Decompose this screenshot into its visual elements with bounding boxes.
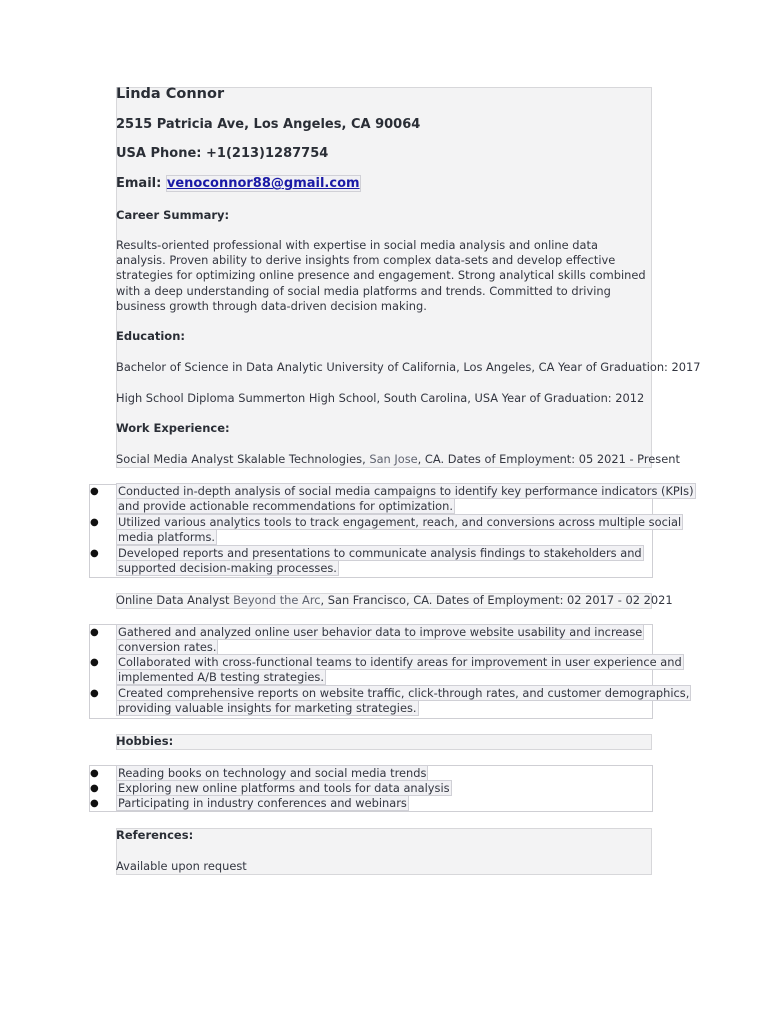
- bullet-icon: ●: [90, 517, 99, 528]
- list-item: Exploring new online platforms and tools for data analysis: [118, 781, 450, 795]
- address: 2515 Patricia Ave, Los Angeles, CA 90064: [116, 117, 421, 132]
- education-heading: Education:: [116, 329, 185, 343]
- list-item: Reading books on technology and social media trends: [118, 766, 427, 780]
- bullet-icon: ●: [90, 627, 99, 638]
- education-item: High School Diploma Summerton High School, South Carolina, USA Year of Graduation: 2012: [116, 391, 645, 405]
- list-item: Gathered and analyzed online user behavior data to improve website usability and increase conversion rates.: [118, 625, 643, 655]
- hobbies-heading: Hobbies:: [116, 734, 174, 748]
- job-dates: , CA. Dates of Employment: 05 2021 - Present: [417, 452, 680, 466]
- bullet-icon: ●: [90, 768, 99, 779]
- email-link[interactable]: venoconnor88@gmail.com: [166, 176, 360, 191]
- career-summary-heading: Career Summary:: [116, 208, 230, 222]
- list-item: Developed reports and presentations to communicate analysis findings to stakeholders and supported decision-making processes.: [118, 546, 642, 576]
- phone: USA Phone: +1(213)1287754: [116, 146, 329, 161]
- bullet-icon: ●: [90, 548, 99, 559]
- job-company: Beyond the Arc: [233, 593, 321, 607]
- bullet-icon: ●: [90, 783, 99, 794]
- candidate-name: Linda Connor: [116, 86, 225, 102]
- education-item: Bachelor of Science in Data Analytic University of California, Los Angeles, CA Year of Graduation: 2017: [116, 360, 701, 374]
- email-line: [116, 176, 361, 191]
- job-city: San Jose: [369, 452, 418, 466]
- job-title-line: [116, 593, 673, 607]
- list-item: Utilized various analytics tools to track engagement, reach, and conversions across multiple social media platforms.: [118, 515, 682, 545]
- references-text: Available upon request: [116, 859, 247, 873]
- bullet-icon: ●: [90, 657, 99, 668]
- work-experience-heading: Work Experience:: [116, 421, 230, 435]
- references-heading: References:: [116, 828, 194, 842]
- bullet-icon: ●: [90, 688, 99, 699]
- bullet-icon: ●: [90, 486, 99, 497]
- career-summary-text: Results-oriented professional with expertise in social media analysis and online data analysis. Proven ability to derive insights from complex data-sets and develop effective strategies for optimizing online presence and engagement. Strong analytical skills combined with a deep understanding of social media platforms and trends. Committed to driving business growth through data-driven decision making.: [116, 238, 646, 313]
- email-label: Email:: [116, 176, 166, 191]
- list-item: Participating in industry conferences and webinars: [118, 796, 407, 810]
- job-title: Online Data Analyst: [116, 593, 234, 607]
- list-item: Created comprehensive reports on website traffic, click-through rates, and customer demographics, providing valuable insights for marketing strategies.: [118, 686, 690, 716]
- hobbies-heading-box: [116, 734, 652, 750]
- list-item: Collaborated with cross-functional teams to identify areas for improvement in user experience and implemented A/B testing strategies.: [118, 655, 682, 685]
- bullet-icon: ●: [90, 798, 99, 809]
- job-title-line: [116, 452, 680, 466]
- list-item: Conducted in-depth analysis of social media campaigns to identify key performance indicators (KPIs) and provide actionable recommendations for optimization.: [118, 484, 694, 514]
- job-title: Social Media Analyst Skalable Technologies,: [116, 452, 370, 466]
- job-dates: , San Francisco, CA. Dates of Employment: 02 2017 - 02 2021: [320, 593, 673, 607]
